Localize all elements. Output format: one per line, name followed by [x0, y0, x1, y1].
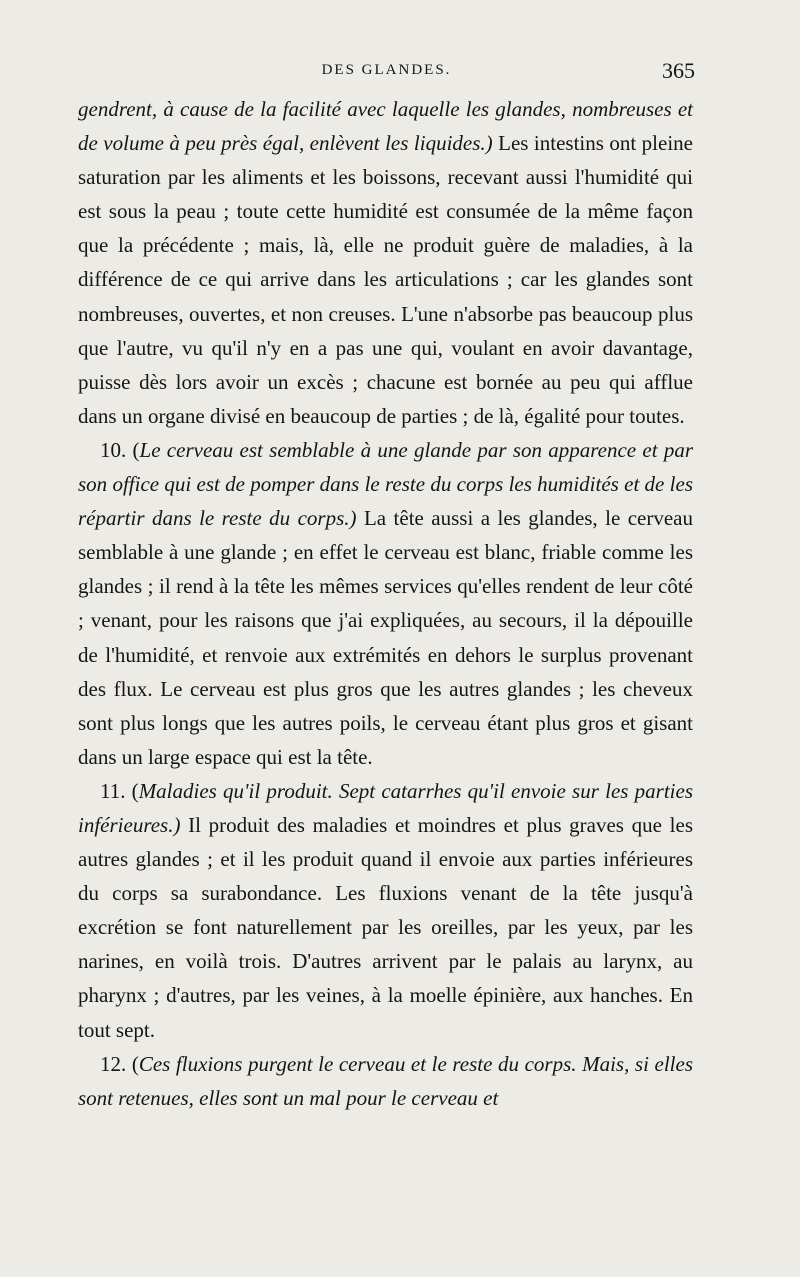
text-run: Il produit des maladies et moindres et plus graves que les autres glandes ; et il les produit quand il envoie aux parties inférieures du corps sa surabondance. Les fluxions venant de la tête jusqu'à excrétion se font naturellement par les oreilles, par les yeux, par les narines, en voilà trois. D'autres arrivent par le palais au larynx, au pharynx ; d'autres, par les veines, à la moelle épinière, aux hanches. En tout sept.	[78, 812, 693, 1042]
text-run: Les intestins ont pleine saturation par les aliments et les boissons, recevant aussi l'humidité qui est sous la peau ; toute cette humidité est consumée de la même façon que la précédente ; mais, là, elle ne produit guère de maladies, à la différence de ce qui arrive dans les articulations ; car les glandes sont nombreuses, ouvertes, et non creuses. L'une n'absorbe pas beaucoup plus que l'autre, vu qu'il n'y en a pas une qui, voulant en avoir davantage, puisse dès lors avoir un excès ; chacune est bornée au peu qui afflue dans un organe divisé en beaucoup de parties ; de là, égalité pour toutes.	[78, 131, 693, 428]
section-number: 11. (	[100, 778, 139, 803]
paragraph-11	[78, 774, 693, 1047]
italic-run: Ces fluxions purgent le cerveau et le reste du corps. Mais, si elles sont retenues, elles sont un mal pour le cerveau et	[78, 1051, 693, 1110]
paragraph-continued	[78, 92, 693, 433]
italic-run: gendrent, à cause de la facilité avec laquelle les glandes, nombreuses et de volume à peu près égal, enlèvent les liquides.)	[78, 97, 693, 156]
italic-run: Maladies qu'il produit. Sept catarrhes qu'il envoie sur les parties inférieures.)	[78, 778, 693, 837]
section-number: 10. (	[100, 437, 140, 462]
text-run: La tête aussi a les glandes, le cerveau semblable à une glande ; en effet le cerveau est blanc, friable comme les glandes ; il rend à la tête les mêmes services qu'elles rendent de leur côté ; venant, pour les raisons que j'ai expliquées, au secours, il la dépouille de l'humidité, et renvoie aux extrémités en dehors le surplus provenant des flux. Le cerveau est plus gros que les autres glandes ; les cheveux sont plus longs que les autres poils, le cerveau étant plus gros et gisant dans un large espace qui est la tête.	[78, 506, 694, 769]
paragraph-10	[78, 433, 693, 774]
section-number: 12. (	[100, 1051, 139, 1076]
page-body	[78, 92, 693, 1115]
page-number: 365	[662, 58, 695, 83]
page-header	[78, 58, 695, 88]
paragraph-12	[78, 1047, 693, 1115]
running-head: DES GLANDES.	[321, 62, 452, 78]
italic-run: Le cerveau est semblable à une glande par son apparence et par son office qui est de pomper dans le reste du corps les humidités et de les répartir dans le reste du corps.)	[78, 437, 694, 531]
